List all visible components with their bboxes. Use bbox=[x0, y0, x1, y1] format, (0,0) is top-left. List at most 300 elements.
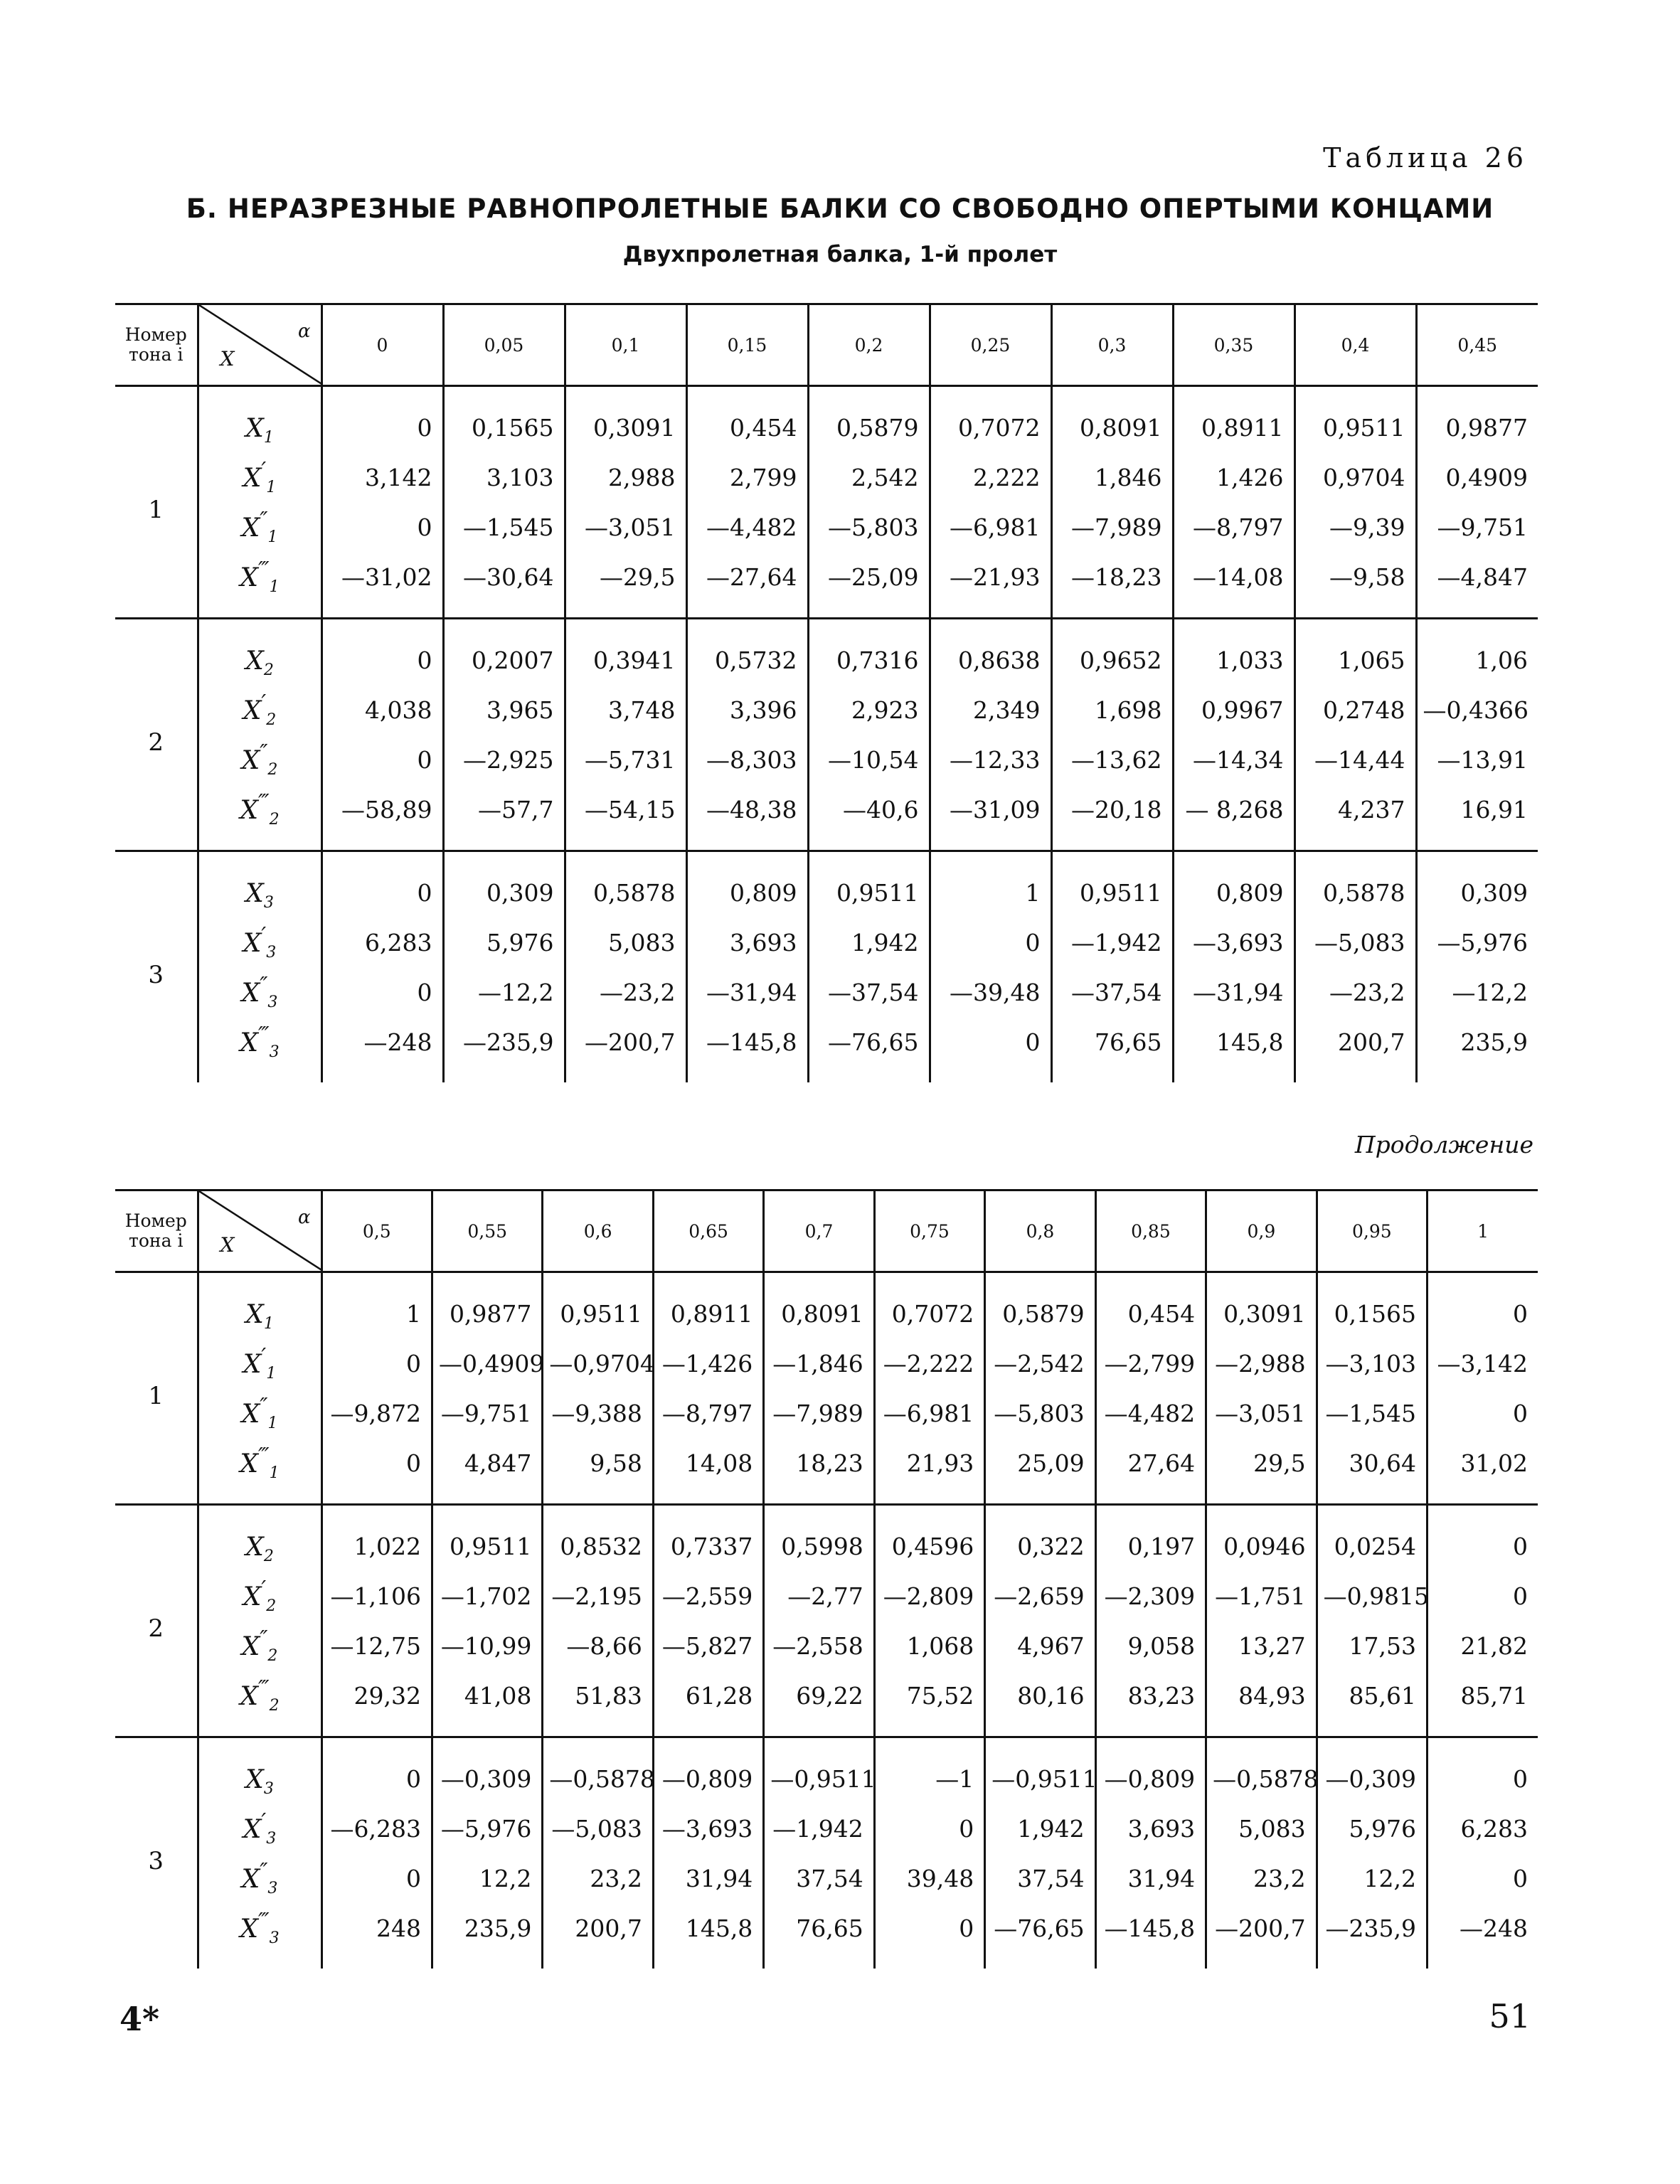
value-cell: —12,2 bbox=[1416, 967, 1538, 1017]
function-symbol bbox=[198, 1671, 321, 1737]
value-cell: 31,02 bbox=[1428, 1438, 1538, 1505]
table-row bbox=[115, 1438, 1538, 1505]
value-cell: —2,809 bbox=[874, 1571, 984, 1621]
symbol-primes: ″ bbox=[260, 1626, 268, 1651]
value-cell: —7,989 bbox=[1051, 502, 1173, 552]
function-symbol bbox=[198, 851, 321, 918]
symbol-base: X bbox=[245, 1532, 264, 1562]
value-cell: —2,77 bbox=[764, 1571, 874, 1621]
table-row bbox=[115, 1017, 1538, 1082]
value-cell: —5,827 bbox=[653, 1621, 763, 1671]
value-cell: 0,4596 bbox=[874, 1505, 984, 1572]
value-cell: —2,542 bbox=[985, 1338, 1095, 1388]
value-cell: —145,8 bbox=[686, 1017, 808, 1082]
value-cell: 1 bbox=[321, 1272, 432, 1339]
value-cell: 21,82 bbox=[1428, 1621, 1538, 1671]
corner-box bbox=[199, 305, 321, 385]
value-cell: —18,23 bbox=[1051, 552, 1173, 619]
table-row bbox=[115, 967, 1538, 1017]
mode-column-header bbox=[115, 1190, 198, 1272]
value-cell: —40,6 bbox=[808, 784, 930, 851]
function-symbol bbox=[198, 735, 321, 784]
table-row bbox=[115, 1272, 1538, 1339]
value-cell: 31,94 bbox=[653, 1853, 763, 1903]
value-cell: 17,53 bbox=[1317, 1621, 1427, 1671]
value-cell: —37,54 bbox=[1051, 967, 1173, 1017]
value-cell: —2,925 bbox=[443, 735, 565, 784]
function-symbol bbox=[198, 619, 321, 686]
value-cell: —37,54 bbox=[808, 967, 930, 1017]
value-cell: —5,976 bbox=[432, 1804, 542, 1853]
value-cell: 0,9511 bbox=[808, 851, 930, 918]
value-cell: 0 bbox=[1428, 1505, 1538, 1572]
value-cell: —1,942 bbox=[1051, 917, 1173, 967]
value-cell: 0 bbox=[874, 1903, 984, 1969]
symbol-subscript: 2 bbox=[267, 761, 278, 779]
symbol-base: X bbox=[243, 1582, 262, 1612]
value-cell: —12,33 bbox=[930, 735, 1051, 784]
symbol-subscript: 1 bbox=[263, 429, 274, 447]
value-cell: 37,54 bbox=[985, 1853, 1095, 1903]
value-cell: —5,803 bbox=[985, 1388, 1095, 1438]
symbol-primes: ″ bbox=[260, 1393, 268, 1419]
value-cell: 4,967 bbox=[985, 1621, 1095, 1671]
value-cell: 29,32 bbox=[321, 1671, 432, 1737]
value-cell: 0,0946 bbox=[1206, 1505, 1317, 1572]
value-cell: —76,65 bbox=[808, 1017, 930, 1082]
mode-header-line1: Номер bbox=[124, 324, 187, 345]
value-cell: —2,799 bbox=[1095, 1338, 1206, 1388]
value-cell: 0,7337 bbox=[653, 1505, 763, 1572]
value-cell: —21,93 bbox=[930, 552, 1051, 619]
symbol-subscript: 3 bbox=[267, 1880, 278, 1898]
value-cell: 2,542 bbox=[808, 452, 930, 502]
symbol-base: X bbox=[243, 1814, 262, 1844]
value-cell: 0 bbox=[321, 386, 443, 453]
value-cell: —9,751 bbox=[1416, 502, 1538, 552]
value-cell: —0,9511 bbox=[764, 1737, 874, 1804]
value-cell: —4,482 bbox=[686, 502, 808, 552]
alpha-header: 0,95 bbox=[1317, 1190, 1427, 1272]
alpha-header: 0,6 bbox=[543, 1190, 653, 1272]
symbol-primes: ‴ bbox=[258, 1676, 270, 1701]
value-cell: —10,99 bbox=[432, 1621, 542, 1671]
value-cell: 0,5879 bbox=[808, 386, 930, 453]
section-title: Б. НЕРАЗРЕЗНЫЕ РАВНОПРОЛЕТНЫЕ БАЛКИ СО СВОБОДНО ОПЕРТЫМИ КОНЦАМИ bbox=[186, 193, 1494, 224]
corner-header-cell bbox=[198, 304, 321, 386]
value-cell: 39,48 bbox=[874, 1853, 984, 1903]
alpha-header: 0,8 bbox=[985, 1190, 1095, 1272]
symbol-primes: ″ bbox=[260, 1858, 268, 1884]
value-cell: 2,799 bbox=[686, 452, 808, 502]
value-cell: 0,1565 bbox=[1317, 1272, 1427, 1339]
symbol-primes: ‴ bbox=[258, 1443, 270, 1469]
value-cell: —248 bbox=[1428, 1903, 1538, 1969]
value-cell: 0 bbox=[321, 502, 443, 552]
value-cell: —0,9511 bbox=[985, 1737, 1095, 1804]
symbol-base: X bbox=[245, 878, 264, 908]
value-cell: 76,65 bbox=[764, 1903, 874, 1969]
value-cell: 21,93 bbox=[874, 1438, 984, 1505]
function-symbol bbox=[198, 552, 321, 619]
function-symbol bbox=[198, 1571, 321, 1621]
mode-header-line1: Номер bbox=[124, 1210, 187, 1231]
value-cell: 200,7 bbox=[543, 1903, 653, 1969]
value-cell: 5,083 bbox=[565, 917, 686, 967]
symbol-subscript: 3 bbox=[269, 1043, 280, 1062]
value-cell: —5,976 bbox=[1416, 917, 1538, 967]
value-cell: 0,454 bbox=[1095, 1272, 1206, 1339]
table-row bbox=[115, 685, 1538, 735]
value-cell: —3,051 bbox=[565, 502, 686, 552]
symbol-primes: ‴ bbox=[258, 1908, 270, 1934]
value-cell: —14,34 bbox=[1173, 735, 1294, 784]
value-cell: —0,4909 bbox=[432, 1338, 542, 1388]
value-cell: —6,981 bbox=[874, 1388, 984, 1438]
table-row bbox=[115, 452, 1538, 502]
symbol-subscript: 2 bbox=[263, 661, 274, 680]
value-cell: 0,9511 bbox=[432, 1505, 542, 1572]
value-cell: —8,797 bbox=[1173, 502, 1294, 552]
signature-mark: 4* bbox=[119, 2000, 160, 2038]
alpha-header: 0,25 bbox=[930, 304, 1051, 386]
value-cell: 0 bbox=[321, 1737, 432, 1804]
value-cell: —0,5878 bbox=[1206, 1737, 1317, 1804]
value-cell: 3,142 bbox=[321, 452, 443, 502]
value-cell: 3,693 bbox=[1095, 1804, 1206, 1853]
values-table-part1 bbox=[115, 303, 1538, 1082]
value-cell: 0,3941 bbox=[565, 619, 686, 686]
value-cell: —2,659 bbox=[985, 1571, 1095, 1621]
value-cell: —0,309 bbox=[1317, 1737, 1427, 1804]
symbol-primes: ″ bbox=[260, 740, 268, 765]
value-cell: —1,545 bbox=[1317, 1388, 1427, 1438]
alpha-header: 0 bbox=[321, 304, 443, 386]
value-cell: 0,309 bbox=[1416, 851, 1538, 918]
value-cell: 4,237 bbox=[1294, 784, 1416, 851]
value-cell: 1,033 bbox=[1173, 619, 1294, 686]
value-cell: —9,388 bbox=[543, 1388, 653, 1438]
alpha-header: 0,7 bbox=[764, 1190, 874, 1272]
alpha-header: 0,9 bbox=[1206, 1190, 1317, 1272]
value-cell: —1,545 bbox=[443, 502, 565, 552]
value-cell: 0 bbox=[930, 1017, 1051, 1082]
symbol-primes: ″ bbox=[260, 972, 268, 998]
symbol-subscript: 3 bbox=[263, 894, 274, 912]
value-cell: 18,23 bbox=[764, 1438, 874, 1505]
value-cell: 1,846 bbox=[1051, 452, 1173, 502]
mode-column-header bbox=[115, 304, 198, 386]
symbol-primes: ‴ bbox=[258, 1022, 270, 1048]
value-cell: —9,751 bbox=[432, 1388, 542, 1438]
value-cell: —5,731 bbox=[565, 735, 686, 784]
corner-x-label: X bbox=[220, 1233, 235, 1257]
value-cell: 61,28 bbox=[653, 1671, 763, 1737]
symbol-subscript: 2 bbox=[266, 711, 277, 730]
value-cell: —10,54 bbox=[808, 735, 930, 784]
table-row bbox=[115, 386, 1538, 453]
value-cell: 85,71 bbox=[1428, 1671, 1538, 1737]
value-cell: —145,8 bbox=[1095, 1903, 1206, 1969]
value-cell: 83,23 bbox=[1095, 1671, 1206, 1737]
value-cell: —76,65 bbox=[985, 1903, 1095, 1969]
symbol-subscript: 1 bbox=[266, 479, 277, 497]
value-cell: 13,27 bbox=[1206, 1621, 1317, 1671]
value-cell: 75,52 bbox=[874, 1671, 984, 1737]
value-cell: 0,8532 bbox=[543, 1505, 653, 1572]
symbol-subscript: 1 bbox=[266, 1365, 277, 1383]
value-cell: 1 bbox=[930, 851, 1051, 918]
value-cell: —0,5878 bbox=[543, 1737, 653, 1804]
value-cell: —3,693 bbox=[1173, 917, 1294, 967]
symbol-primes: ‴ bbox=[258, 789, 270, 815]
value-cell: 235,9 bbox=[1416, 1017, 1538, 1082]
value-cell: —2,309 bbox=[1095, 1571, 1206, 1621]
value-cell: 2,988 bbox=[565, 452, 686, 502]
symbol-base: X bbox=[243, 463, 262, 493]
symbol-subscript: 2 bbox=[266, 1597, 277, 1616]
symbol-base: X bbox=[243, 928, 262, 958]
alpha-header: 0,1 bbox=[565, 304, 686, 386]
value-cell: —6,981 bbox=[930, 502, 1051, 552]
page-number: 51 bbox=[1489, 1997, 1531, 2035]
value-cell: 0 bbox=[1428, 1388, 1538, 1438]
table-subtitle: Двухпролетная балка, 1-й пролет bbox=[622, 242, 1058, 267]
table-row bbox=[115, 1671, 1538, 1737]
value-cell: —1,106 bbox=[321, 1571, 432, 1621]
value-cell: 5,976 bbox=[443, 917, 565, 967]
value-cell: —4,847 bbox=[1416, 552, 1538, 619]
value-cell: 0,2748 bbox=[1294, 685, 1416, 735]
value-cell: 0,454 bbox=[686, 386, 808, 453]
alpha-header: 0,45 bbox=[1416, 304, 1538, 386]
alpha-header: 0,05 bbox=[443, 304, 565, 386]
value-cell: 0 bbox=[321, 619, 443, 686]
value-cell: —14,08 bbox=[1173, 552, 1294, 619]
alpha-header: 0,85 bbox=[1095, 1190, 1206, 1272]
value-cell: 0,3091 bbox=[1206, 1272, 1317, 1339]
value-cell: —13,62 bbox=[1051, 735, 1173, 784]
value-cell: —2,558 bbox=[764, 1621, 874, 1671]
symbol-base: X bbox=[245, 1299, 264, 1329]
value-cell: 0,4909 bbox=[1416, 452, 1538, 502]
symbol-primes: ′ bbox=[261, 457, 267, 483]
value-cell: — 8,268 bbox=[1173, 784, 1294, 851]
value-cell: —2,222 bbox=[874, 1338, 984, 1388]
value-cell: 0,9511 bbox=[1051, 851, 1173, 918]
value-cell: 0,7316 bbox=[808, 619, 930, 686]
function-symbol bbox=[198, 1438, 321, 1505]
value-cell: 0,197 bbox=[1095, 1505, 1206, 1572]
symbol-base: X bbox=[245, 646, 264, 676]
corner-alpha-label: α bbox=[297, 321, 311, 342]
symbol-subscript: 1 bbox=[269, 1464, 280, 1483]
alpha-header: 0,4 bbox=[1294, 304, 1416, 386]
value-cell: —235,9 bbox=[443, 1017, 565, 1082]
value-cell: —1 bbox=[874, 1737, 984, 1804]
mode-number: 2 bbox=[115, 1505, 198, 1737]
alpha-header: 1 bbox=[1428, 1190, 1538, 1272]
header-row bbox=[115, 304, 1538, 386]
value-cell: 1,022 bbox=[321, 1505, 432, 1572]
value-cell: —200,7 bbox=[1206, 1903, 1317, 1969]
symbol-base: X bbox=[240, 1914, 259, 1944]
function-symbol bbox=[198, 386, 321, 453]
table-row bbox=[115, 619, 1538, 686]
function-symbol bbox=[198, 967, 321, 1017]
value-cell: 3,693 bbox=[686, 917, 808, 967]
function-symbol bbox=[198, 1388, 321, 1438]
value-cell: —31,94 bbox=[686, 967, 808, 1017]
corner-diagonal bbox=[199, 305, 323, 385]
value-cell: —39,48 bbox=[930, 967, 1051, 1017]
value-cell: 0,9652 bbox=[1051, 619, 1173, 686]
value-cell: 0 bbox=[1428, 1737, 1538, 1804]
value-cell: 0,5879 bbox=[985, 1272, 1095, 1339]
value-cell: 12,2 bbox=[432, 1853, 542, 1903]
symbol-primes: ′ bbox=[261, 690, 267, 715]
table-row bbox=[115, 784, 1538, 851]
table-row bbox=[115, 1388, 1538, 1438]
diagonal-line bbox=[199, 305, 323, 385]
symbol-subscript: 3 bbox=[266, 944, 277, 962]
function-symbol bbox=[198, 784, 321, 851]
alpha-header: 0,2 bbox=[808, 304, 930, 386]
value-cell: —0,9704 bbox=[543, 1338, 653, 1388]
value-cell: —27,64 bbox=[686, 552, 808, 619]
value-cell: 6,283 bbox=[321, 917, 443, 967]
symbol-subscript: 2 bbox=[269, 811, 280, 829]
value-cell: —1,751 bbox=[1206, 1571, 1317, 1621]
value-cell: —9,872 bbox=[321, 1388, 432, 1438]
table-row bbox=[115, 552, 1538, 619]
table-row bbox=[115, 851, 1538, 918]
value-cell: —29,5 bbox=[565, 552, 686, 619]
value-cell: 0,8091 bbox=[1051, 386, 1173, 453]
symbol-base: X bbox=[245, 413, 264, 443]
value-cell: —1,426 bbox=[653, 1338, 763, 1388]
alpha-header: 0,15 bbox=[686, 304, 808, 386]
value-cell: 0,1565 bbox=[443, 386, 565, 453]
value-cell: —2,195 bbox=[543, 1571, 653, 1621]
value-cell: 0,5878 bbox=[565, 851, 686, 918]
symbol-base: X bbox=[245, 1764, 264, 1794]
value-cell: —0,4366 bbox=[1416, 685, 1538, 735]
value-cell: 5,083 bbox=[1206, 1804, 1317, 1853]
value-cell: 0,5878 bbox=[1294, 851, 1416, 918]
symbol-primes: ′ bbox=[261, 1343, 267, 1369]
value-cell: 4,847 bbox=[432, 1438, 542, 1505]
value-cell: 0,3091 bbox=[565, 386, 686, 453]
value-cell: —5,803 bbox=[808, 502, 930, 552]
value-cell: —8,797 bbox=[653, 1388, 763, 1438]
table-row bbox=[115, 1804, 1538, 1853]
function-symbol bbox=[198, 685, 321, 735]
symbol-primes: ′ bbox=[261, 922, 267, 948]
alpha-header: 0,3 bbox=[1051, 304, 1173, 386]
symbol-base: X bbox=[240, 1449, 259, 1479]
value-cell: 2,222 bbox=[930, 452, 1051, 502]
value-cell: —9,58 bbox=[1294, 552, 1416, 619]
function-symbol bbox=[198, 1903, 321, 1969]
function-symbol bbox=[198, 1737, 321, 1804]
value-cell: —23,2 bbox=[1294, 967, 1416, 1017]
value-cell: 80,16 bbox=[985, 1671, 1095, 1737]
value-cell: —54,15 bbox=[565, 784, 686, 851]
value-cell: 0,809 bbox=[686, 851, 808, 918]
value-cell: 0,7072 bbox=[930, 386, 1051, 453]
symbol-base: X bbox=[241, 513, 260, 543]
function-symbol bbox=[198, 1804, 321, 1853]
continuation-label: Продолжение bbox=[1354, 1131, 1533, 1158]
value-cell: —3,051 bbox=[1206, 1388, 1317, 1438]
value-cell: 0,9511 bbox=[543, 1272, 653, 1339]
alpha-header: 0,75 bbox=[874, 1190, 984, 1272]
table-label: Таблица 26 bbox=[1323, 142, 1528, 174]
value-cell: 235,9 bbox=[432, 1903, 542, 1969]
value-cell: 9,058 bbox=[1095, 1621, 1206, 1671]
value-cell: 0,8091 bbox=[764, 1272, 874, 1339]
value-cell: 3,103 bbox=[443, 452, 565, 502]
corner-alpha-label: α bbox=[297, 1207, 311, 1228]
value-cell: —31,94 bbox=[1173, 967, 1294, 1017]
value-cell: 1,06 bbox=[1416, 619, 1538, 686]
value-cell: 41,08 bbox=[432, 1671, 542, 1737]
corner-diagonal bbox=[199, 1191, 323, 1271]
value-cell: 85,61 bbox=[1317, 1671, 1427, 1737]
corner-header-cell bbox=[198, 1190, 321, 1272]
symbol-base: X bbox=[241, 978, 260, 1008]
symbol-subscript: 1 bbox=[267, 1415, 278, 1433]
value-cell: —1,846 bbox=[764, 1338, 874, 1388]
symbol-subscript: 2 bbox=[267, 1647, 278, 1666]
value-cell: 3,396 bbox=[686, 685, 808, 735]
value-cell: —30,64 bbox=[443, 552, 565, 619]
value-cell: 0 bbox=[321, 851, 443, 918]
values-table-part2 bbox=[115, 1189, 1538, 1969]
function-symbol bbox=[198, 502, 321, 552]
value-cell: 1,698 bbox=[1051, 685, 1173, 735]
value-cell: 0,9511 bbox=[1294, 386, 1416, 453]
symbol-subscript: 2 bbox=[269, 1697, 280, 1715]
value-cell: —5,083 bbox=[543, 1804, 653, 1853]
value-cell: 0 bbox=[321, 967, 443, 1017]
value-cell: 9,58 bbox=[543, 1438, 653, 1505]
value-cell: —200,7 bbox=[565, 1017, 686, 1082]
mode-header-line2: тона i bbox=[129, 1230, 184, 1251]
value-cell: 0,8911 bbox=[653, 1272, 763, 1339]
value-cell: 0 bbox=[321, 1338, 432, 1388]
value-cell: 0,9967 bbox=[1173, 685, 1294, 735]
value-cell: —57,7 bbox=[443, 784, 565, 851]
value-cell: —12,2 bbox=[443, 967, 565, 1017]
value-cell: 5,976 bbox=[1317, 1804, 1427, 1853]
mode-number: 3 bbox=[115, 1737, 198, 1969]
value-cell: 0 bbox=[930, 917, 1051, 967]
function-symbol bbox=[198, 1017, 321, 1082]
value-cell: —23,2 bbox=[565, 967, 686, 1017]
symbol-primes: ″ bbox=[260, 507, 268, 533]
value-cell: 0,322 bbox=[985, 1505, 1095, 1572]
alpha-header: 0,5 bbox=[321, 1190, 432, 1272]
value-cell: —5,083 bbox=[1294, 917, 1416, 967]
value-cell: 3,748 bbox=[565, 685, 686, 735]
value-cell: 25,09 bbox=[985, 1438, 1095, 1505]
symbol-base: X bbox=[241, 1399, 260, 1429]
value-cell: 51,83 bbox=[543, 1671, 653, 1737]
value-cell: 1,065 bbox=[1294, 619, 1416, 686]
mode-number: 1 bbox=[115, 1272, 198, 1505]
